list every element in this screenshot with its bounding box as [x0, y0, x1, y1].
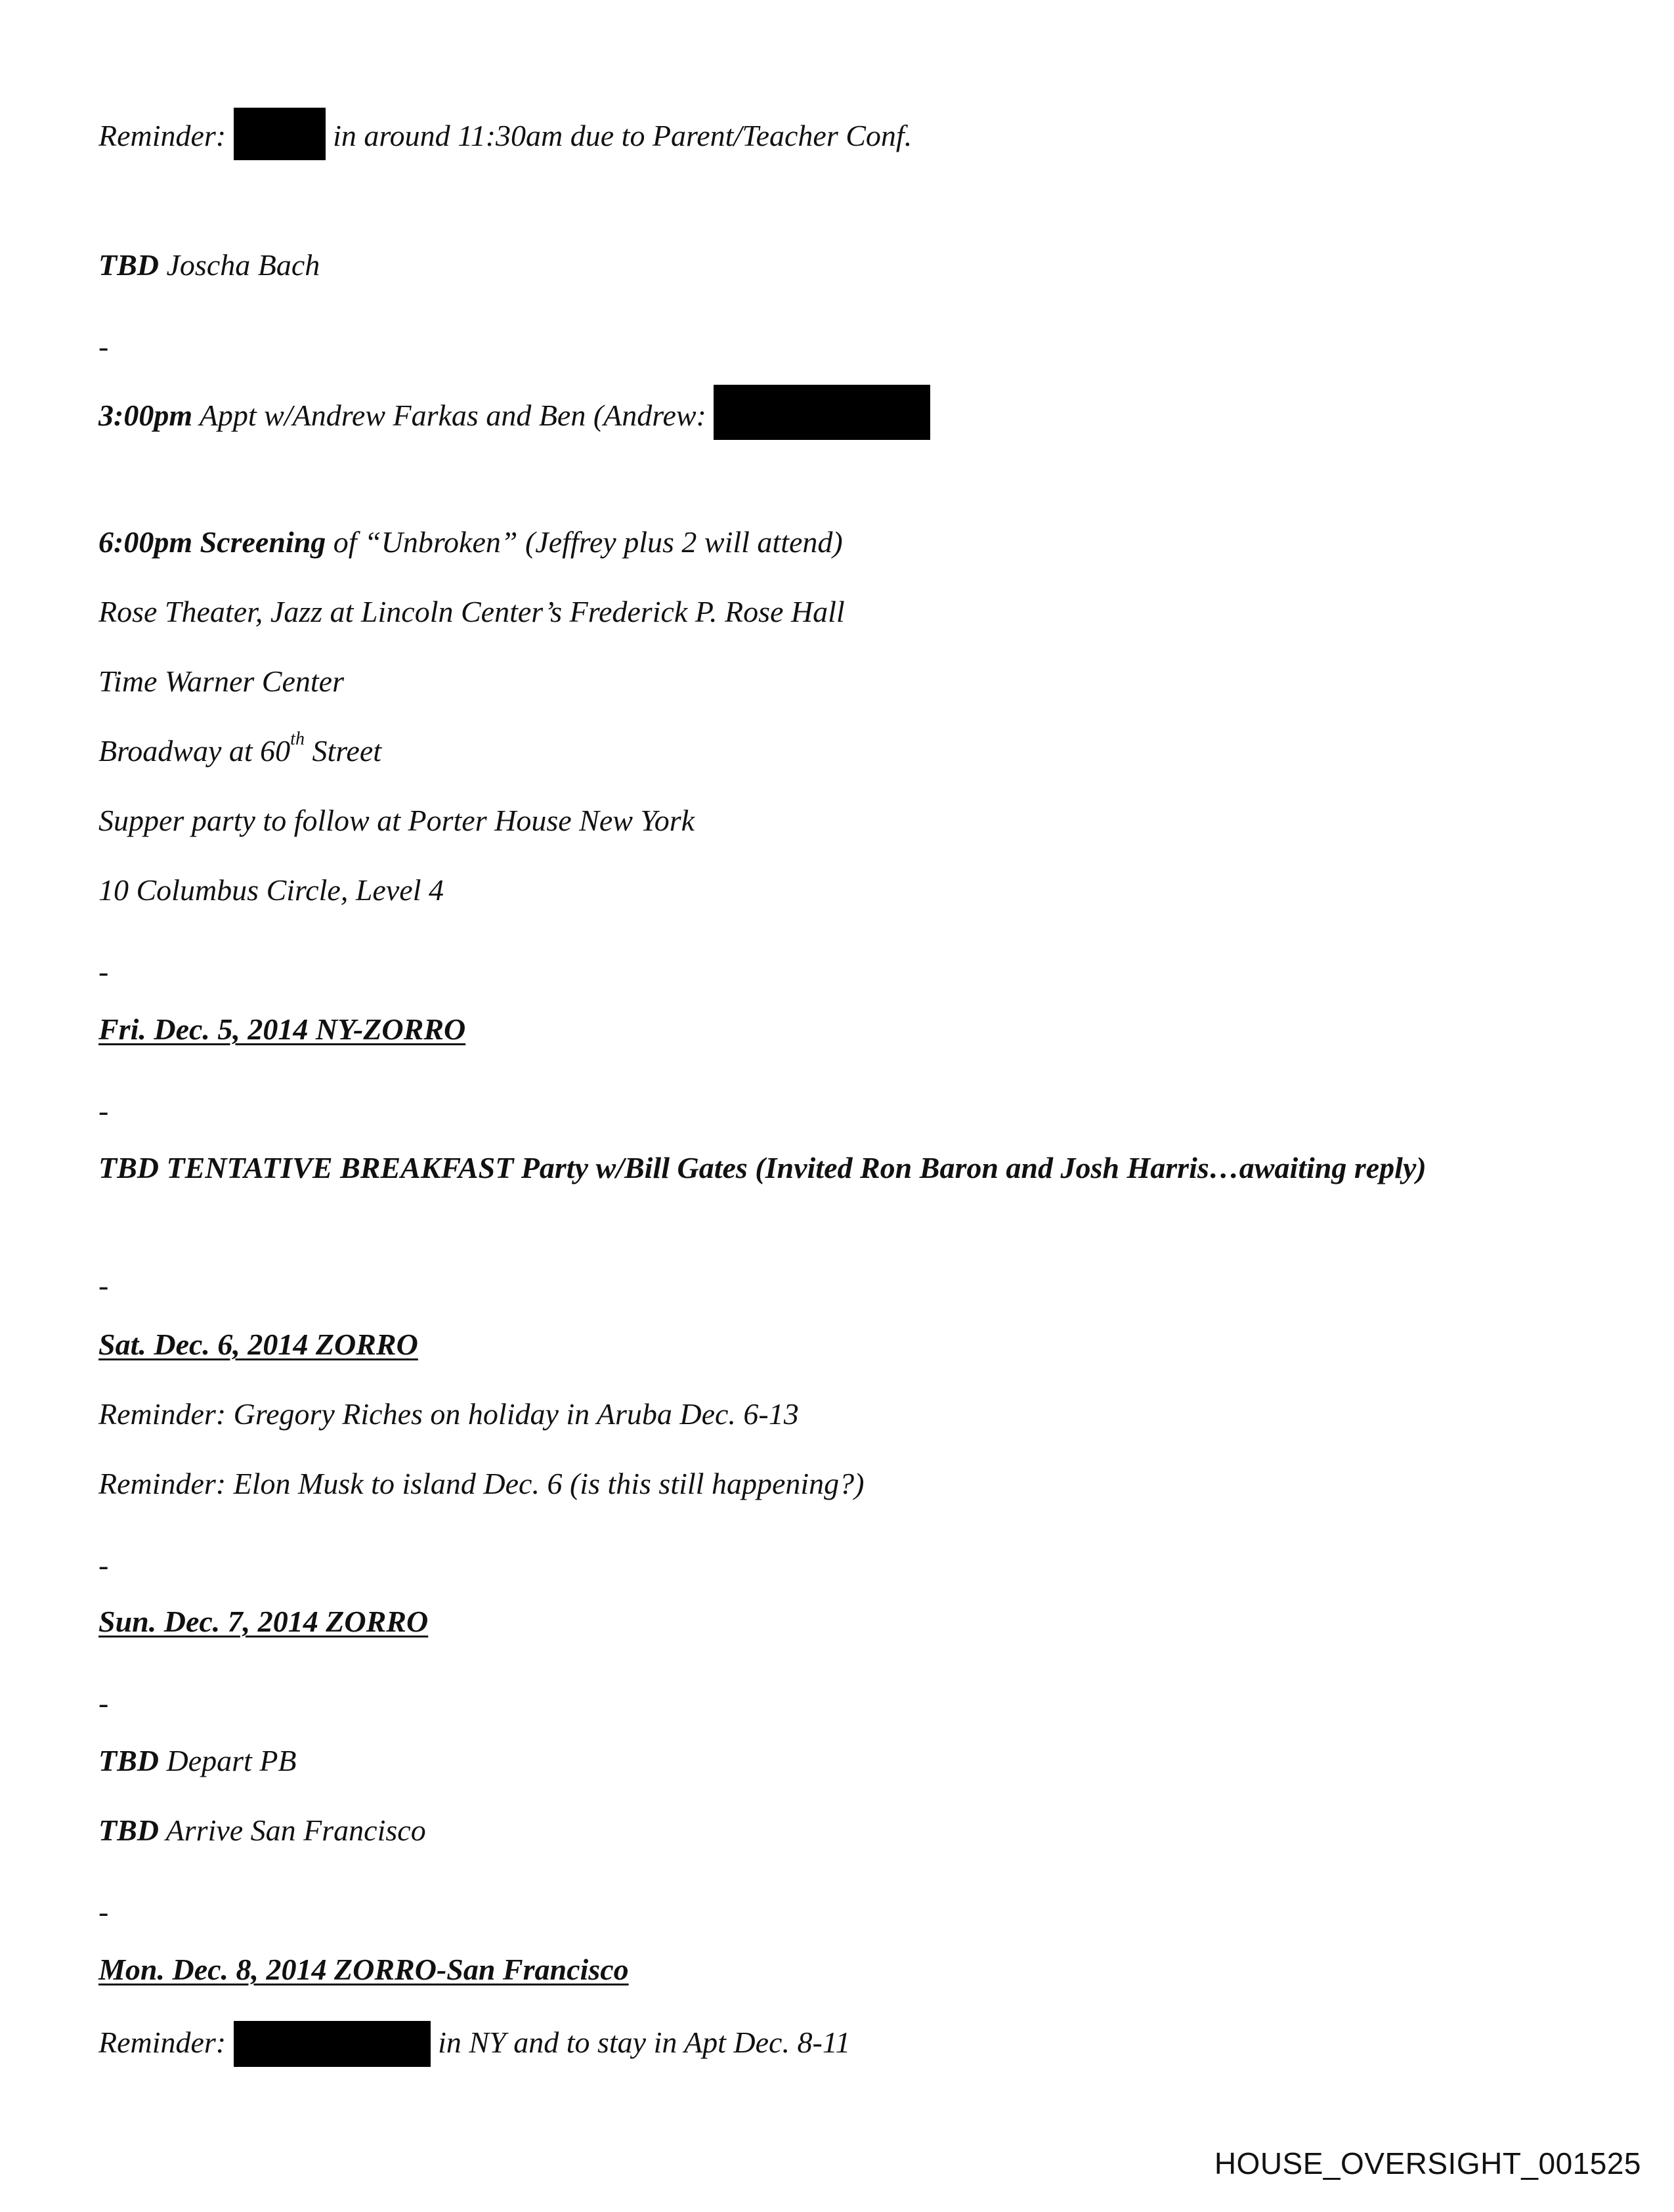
reminder-musk: Reminder: Elon Musk to island Dec. 6 (is this still happening?) — [98, 1467, 865, 1500]
date-heading-dec-8: Mon. Dec. 8, 2014 ZORRO-San Francisco — [98, 1953, 629, 1986]
separator-dash: - — [98, 1094, 109, 1127]
entry-depart-pb: TBD Depart PB — [98, 1744, 297, 1777]
bates-number: HOUSE_OVERSIGHT_001525 — [1214, 2146, 1641, 2180]
separator-dash: - — [98, 1895, 109, 1928]
date-heading-dec-6: Sat. Dec. 6, 2014 ZORRO — [98, 1328, 418, 1361]
entry-breakfast-party: TBD TENTATIVE BREAKFAST Party w/Bill Gates (Invited Ron Baron and Josh Harris…awaiting reply) — [98, 1151, 1427, 1184]
venue-street: Broadway at 60th Street — [98, 728, 382, 768]
reminder-riches: Reminder: Gregory Riches on holiday in Aruba Dec. 6-13 — [98, 1397, 799, 1431]
date-heading-dec-7: Sun. Dec. 7, 2014 ZORRO — [98, 1605, 429, 1638]
supper-address: 10 Columbus Circle, Level 4 — [98, 873, 444, 907]
date-heading-dec-5: Fri. Dec. 5, 2014 NY-ZORRO — [98, 1012, 466, 1046]
supper-party: Supper party to follow at Porter House New York — [98, 804, 695, 837]
redaction-block — [234, 2021, 431, 2067]
entry-joscha-bach: TBD Joscha Bach — [98, 248, 320, 282]
entry-screening: 6:00pm Screening of “Unbroken” (Jeffrey plus 2 will attend) — [98, 525, 843, 559]
entry-arrive-sf: TBD Arrive San Francisco — [98, 1813, 426, 1847]
redaction-block — [714, 385, 930, 440]
entry-farkas-appt: 3:00pm Appt w/Andrew Farkas and Ben (Andrew: — [98, 385, 930, 440]
separator-dash: - — [98, 1686, 109, 1720]
separator-dash: - — [98, 955, 109, 988]
separator-dash: - — [98, 1269, 109, 1302]
venue-line: Rose Theater, Jazz at Lincoln Center’s Frederick P. Rose Hall — [98, 595, 845, 628]
redaction-block — [234, 108, 326, 160]
reminder-apt-stay: Reminder: in NY and to stay in Apt Dec. 8-11 — [98, 2021, 850, 2067]
venue-building: Time Warner Center — [98, 664, 344, 698]
separator-dash: - — [98, 1548, 109, 1582]
reminder-parent-teacher: Reminder: in around 11:30am due to Parent/Teacher Conf. — [98, 108, 912, 160]
separator-dash: - — [98, 330, 109, 363]
